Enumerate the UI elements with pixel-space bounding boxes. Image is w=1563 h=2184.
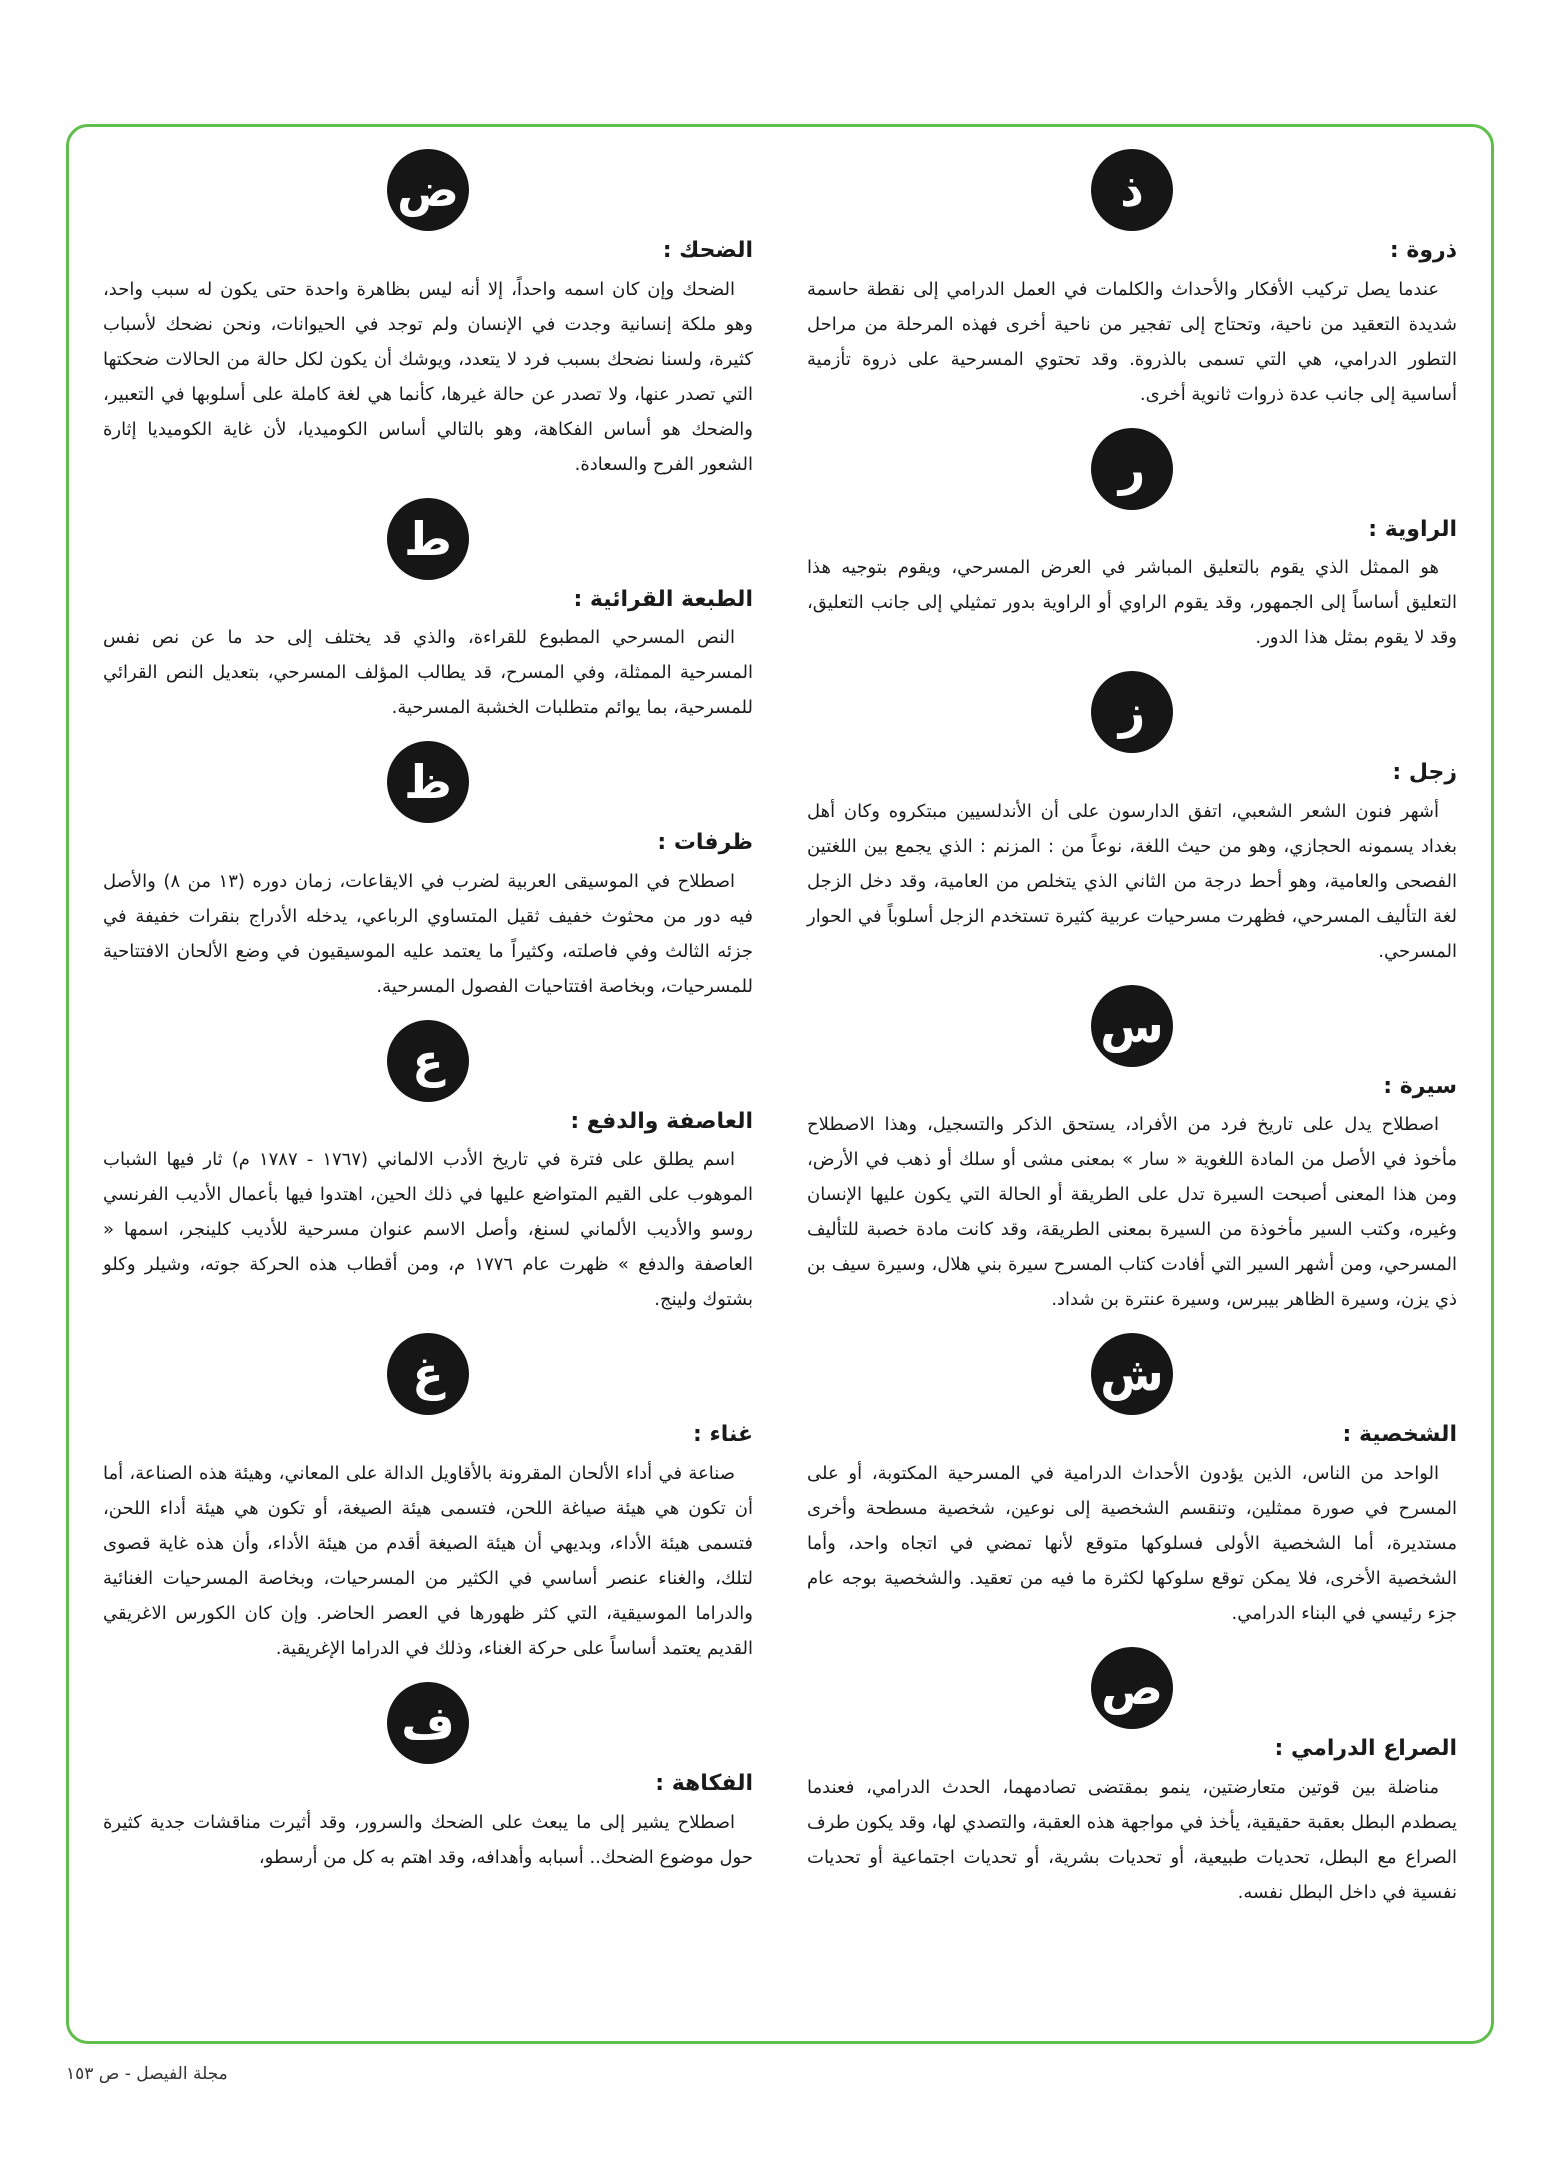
- glossary-entry: [103, 741, 753, 1004]
- entry-text: اصطلاح يشير إلى ما يبعث على الضحك والسرور، وقد أثيرت مناقشات جدية كثيرة حول موضوع الضحك.. أسبابه وأهدافه، وقد اهتم به كل من أرسطو،: [103, 1811, 753, 1868]
- content-frame: [66, 124, 1494, 2044]
- entry-text: مناضلة بين قوتين متعارضتين، ينمو بمقتضى تصادمهما، الحدث الدرامي، فعندما يصطدم البطل بعقبة حقيقية، يأخذ في مواجهة هذه العقبة، والتصدي لها، وقد يكون طرف الصراع مع البطل، تحديات طبيعية، أو تحديات بشرية، أو تحديات اجتماعية أو تحديات نفسية في داخل البطل نفسه.: [807, 1776, 1457, 1903]
- entry-term: ذروة :: [1389, 238, 1457, 263]
- letter-badge-icon: ط: [387, 498, 469, 580]
- entry-text: عندما يصل تركيب الأفكار والأحداث والكلمات في العمل الدرامي إلى نقطة حاسمة شديدة التعقيد من ناحية، وتحتاج إلى تفجير من ناحية أخرى فهذه المرحلة من مراحل التطور الدرامي، هي التي تسمى بالذروة. وقد تحتوي المسرحية على ذروة تأزمية أساسية إلى جانب عدة ذروات ثانوية أخرى.: [807, 278, 1457, 405]
- letter-badge-icon: ص: [1091, 1647, 1173, 1729]
- letter-badge-icon: غ: [387, 1333, 469, 1415]
- entry-text: اسم يطلق على فترة في تاريخ الأدب الالماني (١٧٦٧ - ١٧٨٧ م) ثار فيها الشباب الموهوب على القيم المتواضع عليها في ذلك الحين، اهتدوا فيها بأعمال الأديب الفرنسي روسو والأديب الألماني لسنغ، وأصل الاسم عنوان مسرحية للأديب كلينجر، اسمها « العاصفة والدفع » ظهرت عام ١٧٧٦ م، ومن أقطاب هذه الحركة جوته، وشيلر وكلو بشتوك ولينج.: [103, 1149, 754, 1311]
- glossary-entry: [103, 1682, 753, 1875]
- glossary-entry: [807, 428, 1457, 656]
- glossary-entry: [807, 985, 1457, 1318]
- entry-term: الفكاهة :: [655, 1770, 753, 1796]
- glossary-entry: [103, 1020, 753, 1318]
- entry-term: العاصفة والدفع :: [570, 1108, 753, 1134]
- letter-badge-icon: ض: [387, 149, 469, 231]
- entry-text: اصطلاح يدل على تاريخ فرد من الأفراد، يستحق الذكر والتسجيل، وهذا الاصطلاح مأخوذ في الأصل من المادة اللغوية « سار » بمعنى مشى أو سلك أو ذهب في الأرض، ومن هذا المعنى أصبحت السيرة تدل على الطريقة أو الحالة التي يكون عليها الإنسان وغيره، وكتب السير مأخوذة من السيرة بمعنى الطريقة، وقد كانت مادة خصبة للتأليف المسرحي، ومن أشهر السير التي أفادت كتاب المسرح سيرة بني هلال، وسيرة سيف بن ذي يزن، وسيرة الظاهر بيبرس، وسيرة عنترة بن شداد.: [807, 1114, 1457, 1311]
- entry-term: الصراع الدرامي :: [1274, 1735, 1457, 1761]
- entry-term: الطبعة القرائية :: [573, 586, 753, 612]
- entry-term: الضحك :: [662, 238, 753, 263]
- letter-badge-icon: ش: [1091, 1333, 1173, 1415]
- entry-text: أشهر فنون الشعر الشعبي، اتفق الدارسون على أن الأندلسيين مبتكروه وكان أهل بغداد يسمونه الحجازي، وهو من حيث اللغة، نوعاً من : المزنم : الذي يجمع بين اللغتين الفصحى والعامية، وهو أحط درجة من الثاني الذي يتخلص من العامية، وقد دخل الزجل لغة التأليف المسرحي، فظهرت مسرحيات عربية كثيرة تستخدم الزجل أسلوباً في الحوار المسرحي.: [807, 800, 1457, 962]
- letter-badge-icon: ف: [387, 1682, 469, 1764]
- entry-text: اصطلاح في الموسيقى العربية لضرب في الايقاعات، زمان دوره (١٣ من ٨) والأصل فيه دور من محثوث خفيف ثقيل المتساوي الرباعي، يدخله الأدراج بنقرات خفيفة في جزئه الثالث وفي فاصلته، وكثيراً ما يعتمد عليه الموسيقيون في وضع الألحان الافتتاحية للمسرحيات، وبخاصة افتتاحيات الفصول المسرحية.: [103, 870, 753, 997]
- entry-term: الراوية :: [1368, 516, 1457, 542]
- entry-text: النص المسرحي المطبوع للقراءة، والذي قد يختلف إلى حد ما عن نص نفس المسرحية الممثلة، وفي المسرح، قد يطالب المؤلف المسرحي، بتعديل النص القرائي للمسرحية، بما يوائم متطلبات الخشبة المسرحية.: [103, 627, 753, 719]
- entry-term: ظرفات :: [657, 830, 753, 856]
- left-column: [103, 149, 753, 1891]
- entry-term: سيرة :: [1383, 1073, 1457, 1099]
- glossary-entry: [807, 1647, 1457, 1910]
- page-footer: مجلة الفيصل - ص ١٥٣: [66, 2064, 228, 2084]
- glossary-entry: [103, 1333, 753, 1666]
- letter-badge-icon: ع: [387, 1020, 469, 1102]
- entry-text: الواحد من الناس، الذين يؤدون الأحداث الدرامية في المسرحية المكتوبة، أو على المسرح في صورة ممثلين، وتنقسم الشخصية إلى نوعين، شخصية مسطحة وأخرى مستديرة، أما الشخصية الأولى فسلوكها متوقع لأنها تمضي في اتجاه واحد، وأما الشخصية الأخرى، فلا يمكن توقع سلوكها لكثرة ما فيه من تعقيد. والشخصية بوجه عام جزء رئيسي في البناء الدرامي.: [807, 1462, 1457, 1624]
- glossary-entry: [807, 671, 1457, 969]
- letter-badge-icon: ر: [1091, 428, 1173, 510]
- letter-badge-icon: س: [1091, 985, 1173, 1067]
- letter-badge-icon: ذ: [1091, 149, 1173, 231]
- right-column: [807, 149, 1457, 1926]
- letter-badge-icon: ظ: [387, 741, 469, 823]
- entry-text: الضحك وإن كان اسمه واحداً، إلا أنه ليس بظاهرة واحدة حتى يكون له سبب واحد، وهو ملكة إنسانية وجدت في الإنسان ولم توجد في الحيوانات، ونحن نضحك لأسباب كثيرة، ولسنا نضحك بسبب فرد لا يتعدد، ويوشك أن يكون لكل حالة من الحالات ضحكتها التي تصدر عنها، ولا تصدر عن حالة غيرها، كأنما هي لغة كاملة على أسلوبها في التعبير، والضحك هو أساس الفكاهة، وهو بالتالي أساس الكوميديا، لأن غاية الكوميديا إثارة الشعور الفرح والسعادة.: [103, 278, 753, 475]
- entry-term: زجل :: [1392, 760, 1457, 786]
- entry-text: صناعة في أداء الألحان المقرونة بالأقاويل الدالة على المعاني، وهيئة هذه الصناعة، أما أن تكون هي هيئة صياغة اللحن، فتسمى هيئة الصيغة، أو تكون هي هيئة أداء اللحن، فتسمى هيئة الأداء، وبديهي أن هيئة الصيغة أقدم من هيئة الأداء، وأن هذه غاية قصوى لتلك، والغناء عنصر أساسي في الكثير من المسرحيات، وبخاصة المسرحيات الغنائية والدراما الموسيقية، التي كثر ظهورها في العصر الحاضر. وإن كان الكورس الاغريقي القديم يعتمد أساساً على حركة الغناء، وذلك في الدراما الإغريقية.: [103, 1462, 753, 1659]
- letter-badge-icon: ز: [1091, 671, 1173, 753]
- glossary-entry: [103, 498, 753, 726]
- glossary-entry: [103, 149, 753, 482]
- entry-text: هو الممثل الذي يقوم بالتعليق المباشر في العرض المسرحي، ويقوم بتوجيه هذا التعليق أساساً إلى الجمهور، وقد يقوم الراوي أو الراوية بدور تمثيلي إلى جانب التعليق، وقد لا يقوم بمثل هذا الدور.: [807, 557, 1457, 649]
- entry-term: الشخصية :: [1342, 1422, 1457, 1448]
- glossary-entry: [807, 1333, 1457, 1631]
- glossary-entry: [807, 149, 1457, 412]
- entry-term: غناء :: [693, 1422, 753, 1448]
